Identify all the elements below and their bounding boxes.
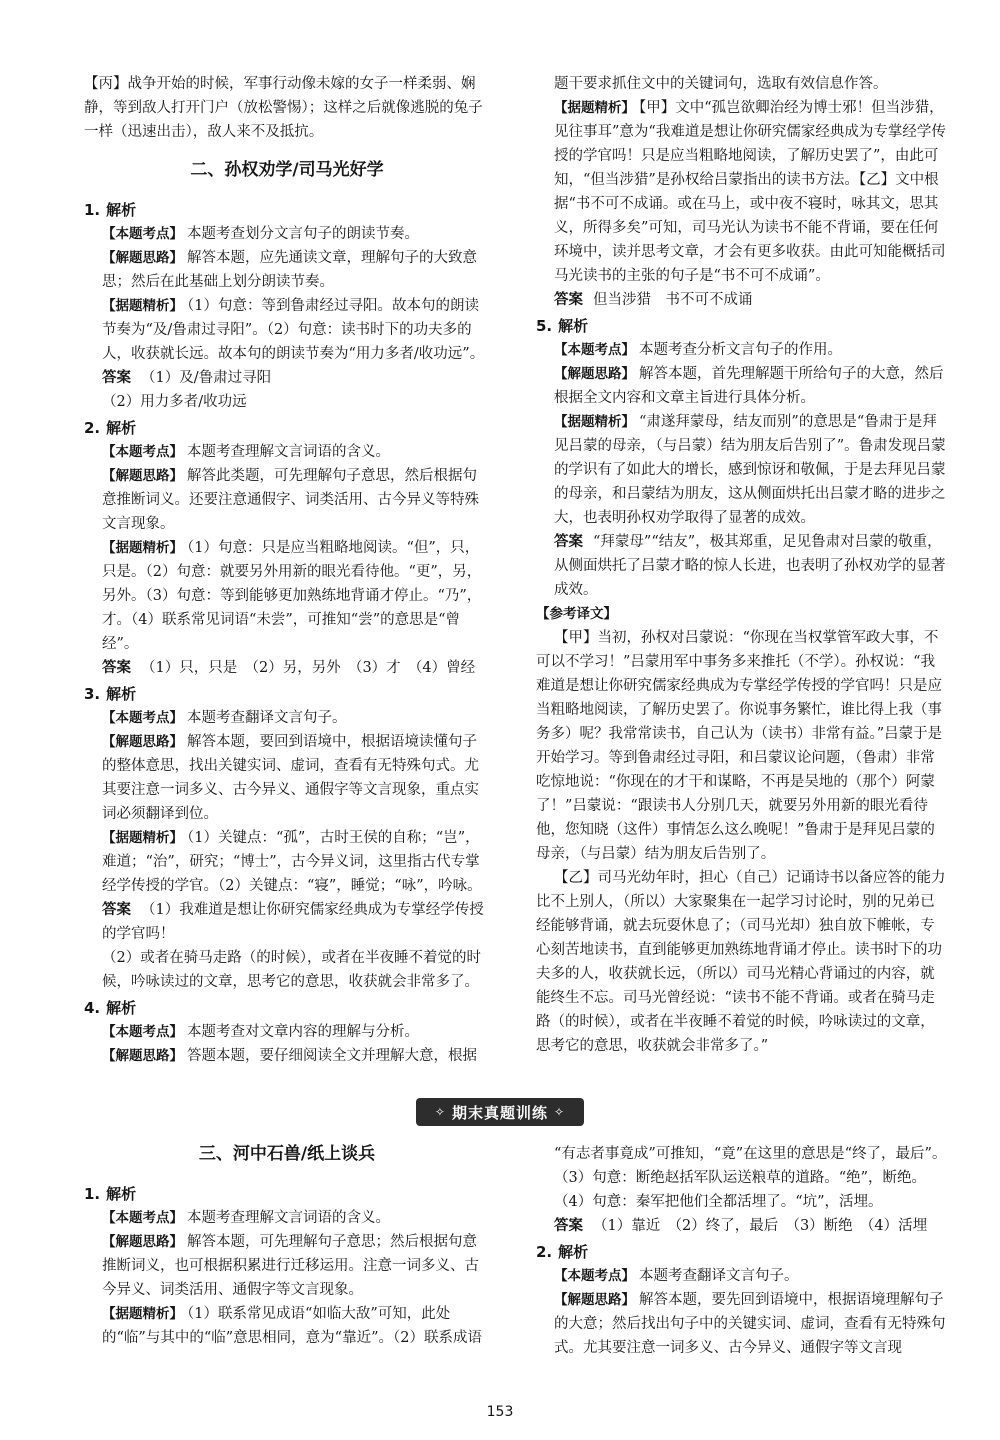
q4-answer: 答案 但当涉猎 书不可不成诵 [554, 292, 753, 308]
q3-jingxi: 【据题精析】 （1）关键点：“孤”，古时王侯的自称；“岂”，难道；“治”，研究；“博士”，古今异义词，这里指古代专掌经学传授的学官。（2）关键点：“寝”，睡觉；“咏”，吟咏。 [102, 830, 482, 894]
q3-kaodian: 【本题考点】 本题考查翻译文言句子。 [102, 710, 347, 726]
q1-silu: 【解题思路】 解答本题，应先通读文章，理解句子的大致意思；然后在此基础上划分朗读节奏。 [102, 250, 477, 290]
b-q1-heading: 1. 解析 [84, 1185, 137, 1203]
section2-title: 二、孙权劝学/司马光好学 [190, 160, 384, 180]
q5-kaodian: 【本题考点】 本题考查分析文言句子的作用。 [554, 342, 842, 358]
q1-jingxi: 【据题精析】 （1）句意：等到鲁肃经过寻阳。故本句的朗读节奏为“及/鲁肃过寻阳”。（2）句意：读书时下的功夫多的人，收获就长远。故本句的朗读节奏为“用力多者/收功远”。 [102, 298, 485, 362]
q2-silu: 【解题思路】 解答此类题，可先理解句子意思，然后根据句意推断词义。还要注意通假字、词类活用、古今异义等特殊文言现象。 [102, 468, 479, 532]
reference-translation [536, 602, 948, 1058]
q4-jingxi: 【据题精析】 【甲】文中“孤岂欲卿治经为博士邪！但当涉猎，见往事耳”意为“我难道是想让你研究儒家经典成为专掌经学传授的学官吗！只是应当粗略地阅读，了解历史罢了”，由此可知，“但当涉猎”是孙权给吕蒙指出的读书方法。【乙】文中根据“书不可不成诵。或在马上，或中夜不寝时，咏其文，思其义，所得多矣”可知，司马光认为读书不能不背诵，要在任何环境中，读并思考文章，才会有更多收获。由此可知能概括司马光读书的主张的句子是“书不可不成诵”。 [554, 100, 946, 284]
reference-translation-heading: 【参考译文】 [536, 606, 617, 622]
q3-answer: 答案 （1）我难道是想让你研究儒家经典成为专掌经学传授的学官吗！ [102, 902, 484, 942]
right-column [536, 72, 948, 1058]
q4-continuation: 题干要求抓住文中的关键词句，选取有效信息作答。 [554, 76, 888, 92]
q2-answer: 答案 （1）只，只是 （2）另，另外 （3）才 （4）曾经 [102, 660, 476, 676]
b-q1-answer: 答案 （1）靠近 （2）终了，最后 （3）断绝 （4）活埋 [554, 1218, 928, 1234]
b-q1-continuation: “有志者事竟成”可推知，“竟”在这里的意思是“终了，最后”。（3）句意：断绝赵括军队运送粮草的道路。“绝”，断绝。（4）句意：秦军把他们全都活埋了。“坑”，活埋。 [554, 1146, 947, 1210]
q1-answer-2: （2）用力多者/收功远 [102, 394, 247, 410]
q4-heading: 4. 解析 [84, 999, 137, 1017]
b-q2-heading: 2. 解析 [536, 1243, 589, 1261]
sparkle-icon: ✧ [554, 1105, 566, 1119]
final-exam-banner [416, 1098, 584, 1126]
q4-silu: 【解题思路】 答题本题，要仔细阅读全文并理解大意，根据 [102, 1048, 477, 1064]
bing-paragraph: 【丙】战争开始的时候，军事行动像未嫁的女子一样柔弱、娴静，等到敌人打开门户（放松警惕）；这样之后就像逃脱的兔子一样（迅速出击），敌人来不及抵抗。 [84, 76, 483, 140]
q3-heading: 3. 解析 [84, 685, 137, 703]
banner-title: 期末真题训练 [451, 1103, 548, 1122]
q5-heading: 5. 解析 [536, 317, 589, 335]
q2-kaodian: 【本题考点】 本题考查理解文言词语的含义。 [102, 444, 390, 460]
sparkle-icon: ✧ [434, 1105, 446, 1119]
translation-yi: 【乙】司马光幼年时，担心（自己）记诵诗书以备应答的能力比不上别人，（所以）大家聚集在一起学习讨论时，别的兄弟已经能够背诵，就去玩耍休息了；（司马光却）独自放下帷帐，专心刻苦地读书，直到能够更加熟练地背诵才停止。读书时下的功夫多的人，收获就长远，（所以）司马光精心背诵过的内容，就能终生不忘。司马光曾经说：“读书不能不背诵。或者在骑马走路（的时候），或者在半夜睡不着觉的时候，吟咏读过的文章，思考它的意思，收获就会非常多了。” [536, 870, 946, 1054]
section3-title: 三、河中石兽/纸上谈兵 [198, 1144, 376, 1164]
q3-silu: 【解题思路】 解答本题，要回到语境中，根据语境读懂句子的整体意思，找出关键实词、虚词，查看有无特殊句式。尤其要注意一词多义、古今异义、通假字等文言现象，重点实词必须翻译到位。 [102, 734, 479, 822]
b-q1-kaodian: 【本题考点】 本题考查理解文言词语的含义。 [102, 1210, 390, 1226]
page-number: 153 [486, 1404, 514, 1420]
q5-answer: 答案 “拜蒙母”“结友”，极其郑重，足见鲁肃对吕蒙的敬重，从侧面烘托了吕蒙才略的惊人长进，也表明了孙权劝学的显著成效。 [554, 534, 946, 598]
q1-answer: 答案 （1）及/鲁肃过寻阳 [102, 370, 272, 386]
q5-silu: 【解题思路】 解答本题，首先理解题干所给句子的大意，然后根据全文内容和文章主旨进行具体分析。 [554, 366, 944, 406]
bottom-right-column [536, 1142, 948, 1360]
b-q1-silu: 【解题思路】 解答本题，可先理解句子意思；然后根据句意推断词义，也可根据积累进行迁移运用。注意一词多义、古今异义、词类活用、通假字等文言现象。 [102, 1234, 479, 1298]
q4-kaodian: 【本题考点】 本题考查对文章内容的理解与分析。 [102, 1024, 419, 1040]
q2-jingxi: 【据题精析】 （1）句意：只是应当粗略地阅读。“但”，只，只是。（2）句意：就要另外用新的眼光看待他。“更”，另，另外。（3）句意：等到能够更加熟练地背诵才停止。“乃”，才。（4）联系常见词语“未尝”，可推知“尝”的意思是“曾经”。 [102, 540, 482, 652]
q3-answer-2: （2）或者在骑马走路（的时候），或者在半夜睡不着觉的时候，吟咏读过的文章，思考它的意思，收获就会非常多了。 [102, 950, 481, 990]
translation-jia: 【甲】当初，孙权对吕蒙说：“你现在当权掌管军政大事，不可以不学习！”吕蒙用军中事务多来推托（不学）。孙权说：“我难道是想让你研究儒家经典成为专掌经学传授的学官吗！只是应当粗略地阅读，了解历史罢了。你说事务繁忙，谁比得上我（事务多）呢？我常常读书，自己认为（读书）非常有益。”吕蒙于是开始学习。等到鲁肃经过寻阳，和吕蒙议论问题，（鲁肃）非常吃惊地说：“你现在的才干和谋略，不再是吴地的（那个）阿蒙了！”吕蒙说：“跟读书人分别几天，就要另外用新的眼光看待他，您知晓（这件）事情怎么这么晚呢！”鲁肃于是拜见吕蒙的母亲，（与吕蒙）结为朋友后告别了。 [536, 630, 943, 862]
b-q1-jingxi: 【据题精析】 （1）联系常见成语“如临大敌”可知，此处的“临”与其中的“临”意思相同，意为“靠近”。（2）联系成语 [102, 1306, 482, 1346]
b-q2-kaodian: 【本题考点】 本题考查翻译文言句子。 [554, 1268, 799, 1284]
left-column [84, 72, 490, 1068]
b-q2-silu: 【解题思路】 解答本题，要先回到语境中，根据语境理解句子的大意；然后找出句子中的关键实词、虚词，查看有无特殊句式。尤其要注意一词多义、古今异义、通假字等文言现 [554, 1292, 946, 1356]
q1-heading: 1. 解析 [84, 201, 137, 219]
q1-kaodian: 【本题考点】 本题考查划分文言句子的朗读节奏。 [102, 226, 419, 242]
q2-heading: 2. 解析 [84, 419, 137, 437]
q5-jingxi: 【据题精析】 “肃遂拜蒙母，结友而别”的意思是“鲁肃于是拜见吕蒙的母亲，（与吕蒙）结为朋友后告别了”。鲁肃发现吕蒙的学识有了如此大的增长，感到惊讶和敬佩，于是去拜见吕蒙的母亲，和吕蒙结为朋友，这从侧面烘托出吕蒙才略的进步之大，也表明孙权劝学取得了显著的成效。 [554, 414, 946, 526]
bottom-left-column [84, 1142, 490, 1350]
